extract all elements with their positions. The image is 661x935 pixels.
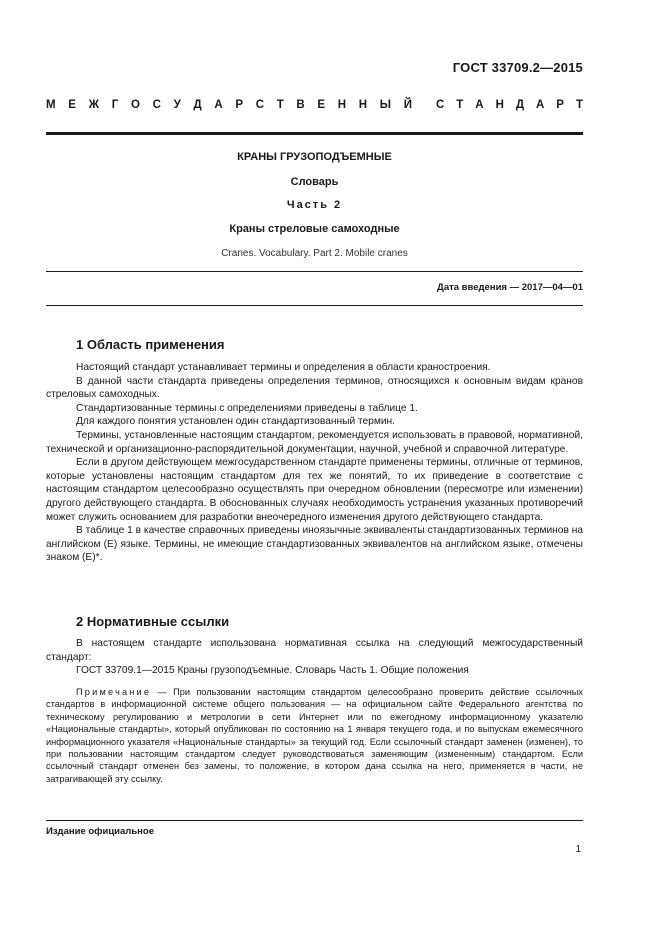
header-letter: Р xyxy=(556,99,564,111)
header-letter: С xyxy=(436,99,445,111)
header-letter: Е xyxy=(317,99,326,111)
title-divider xyxy=(46,271,583,272)
standard-type-word-2 xyxy=(436,99,583,111)
title-main: КРАНЫ ГРУЗОПОДЪЕМНЫЕ xyxy=(237,151,392,163)
paragraph: Настоящий стандарт устанавливает термины и определения в области краностроения. xyxy=(76,362,491,373)
section-2-body xyxy=(46,637,583,678)
edition-label: Издание официальное xyxy=(46,826,154,837)
reference-item: ГОСТ 33709.1—2015 Краны грузоподъемные. Словарь Часть 1. Общие положения xyxy=(76,665,469,677)
paragraph: В таблице 1 в качестве справочных приведены иноязычные эквиваленты стандартизованных терминов на английском (Е) языке. Термины, не имеющие стандартизованных эквивалентов на английском языке, отмечены знаком (Е)*. xyxy=(46,525,583,564)
note xyxy=(46,686,583,785)
note-label: Примечание xyxy=(76,687,152,697)
header-letter: Д xyxy=(515,99,525,111)
header-letter: А xyxy=(536,99,545,111)
header-letter: Й xyxy=(403,99,412,111)
header-divider xyxy=(46,132,583,135)
paragraph: Стандартизованные термины с определениями приведены в таблице 1. xyxy=(76,402,418,414)
page-number: 1 xyxy=(575,844,581,855)
paragraph: В данной части стандарта приведены определения терминов, относящихся к основным видам кранов стреловых самоходных. xyxy=(46,375,583,401)
title-english: Cranes. Vocabulary. Part 2. Mobile cranes xyxy=(221,248,408,259)
header-letter: С xyxy=(152,99,161,111)
header-letter: Г xyxy=(111,99,119,111)
note-paragraph xyxy=(46,686,583,785)
paragraph: Если в другом действующем межгосударственном стандарте применены термины, отличные от терминов, которые установлены настоящим стандартом для тех же понятий, то их приведение в соответствие с настоящим стандартом целесообразно осуществлять при очередном обновлении (пересмотре или изменении) другого действующего стандарта. В обоснованных случаях необходимость устранения указанных противоречий может служить основанием для разработки внеочередного изменения другого действующего стандарта. xyxy=(46,457,583,523)
section-2-heading: 2 Нормативные ссылки xyxy=(76,614,230,629)
section-1-heading: 1 Область применения xyxy=(76,337,225,352)
date-divider xyxy=(46,305,583,306)
header-letter: О xyxy=(130,99,140,111)
header-letter: М xyxy=(46,99,56,111)
header-letter: С xyxy=(255,99,264,111)
header-letter: Е xyxy=(68,99,76,111)
header-letter: Ж xyxy=(88,99,100,111)
standard-type-header xyxy=(46,99,583,111)
title-subtitle: Словарь xyxy=(290,176,339,188)
header-letter: Р xyxy=(235,99,243,111)
paragraph: Для каждого понятия установлен один стандартизованный термин. xyxy=(76,416,395,428)
header-letter: Т xyxy=(276,99,284,111)
header-letter: У xyxy=(173,99,181,111)
gost-number: ГОСТ 33709.2—2015 xyxy=(452,60,583,75)
header-letter: Т xyxy=(575,99,583,111)
header-letter: Н xyxy=(495,99,504,111)
header-letter: Д xyxy=(193,99,202,111)
header-letter: В xyxy=(296,99,305,111)
title-part-name: Краны стреловые самоходные xyxy=(229,223,400,235)
header-letter: Ы xyxy=(379,99,392,111)
header-letter: Т xyxy=(456,99,464,111)
header-letter: Н xyxy=(337,99,347,111)
section-1-body xyxy=(46,361,583,565)
header-letter: Н xyxy=(358,99,368,111)
header-letter: А xyxy=(214,99,223,111)
footer-divider xyxy=(46,820,583,821)
paragraph: Термины, установленные настоящим стандартом, рекомендуется использовать в правовой, нормативной, технической и организационно-распорядительной документации, научной, учебной и справочной литературе. xyxy=(46,429,583,455)
header-letter: А xyxy=(475,99,484,111)
standard-type-word-1 xyxy=(46,99,412,111)
paragraph: В настоящем стандарте использована нормативная ссылка на следующий межгосударственный стандарт: xyxy=(46,638,583,663)
title-part: Часть 2 xyxy=(286,199,343,211)
note-text: — При пользовании настоящим стандартом целесообразно проверить действие ссылочных стандартов в информационной системе общего пользования — на официальном сайте Федерального агентства по техническому регулированию и метрологии в сети Интернет или по ежегодному информационному указателю «Национальные стандарты», который опубликован по состоянию на 1 января текущего года, и по выпускам ежемесячного информационного указателя «Национальные стандарты» за текущий год. Если ссылочный стандарт заменен (изменен), то при пользовании настоящим стандартом следует руководствоваться заменяющим (измененным) стандартом. Если ссылочный стандарт отменен без замены, то положение, в котором дана ссылка на него, применяется в части, не затрагивающей эту ссылку. xyxy=(46,687,583,784)
intro-date: Дата введения — 2017—04—01 xyxy=(437,282,583,293)
